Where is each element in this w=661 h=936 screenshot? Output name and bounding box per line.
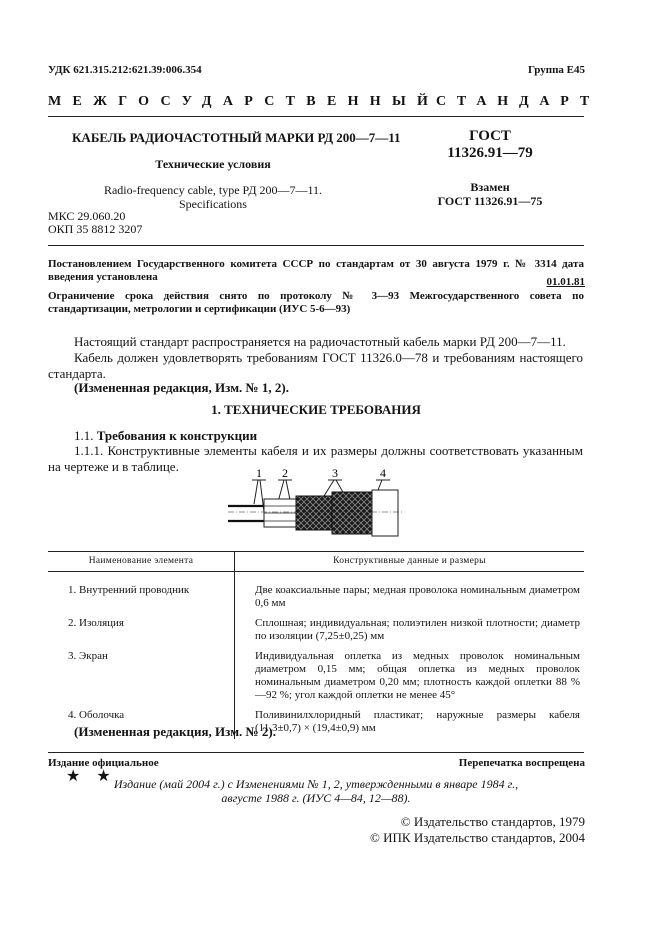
banner-left: МЕЖГОСУДАРСТВЕННЫЙ [48,94,440,109]
amendment-note-2: (Измененная редакция, Изм. № 2). [74,724,276,739]
subsection-number: 1.1. [74,428,94,443]
copyright-2004: © ИПК Издательство стандартов, 2004 [370,830,585,845]
stars-mark: ★ ★ [66,768,117,785]
limitation-text: Ограничение срока действия снято по протоколу № 3—93 Межгосударственного совета по стандартизации, метрологии и сертификации (ИУС 5-6—93) [48,290,584,315]
section-title: 1. ТЕХНИЧЕСКИЕ ТРЕБОВАНИЯ [211,402,421,417]
decree-text: Постановлением Государственного комитета СССР по стандартам от 30 августа 1979 г. № 3314 дата введения установлена [48,258,584,283]
construction-table [48,551,584,739]
banner-right: СТАНДАРТ [436,94,600,109]
table-header-element: Наименование элемента [48,552,235,572]
drawing-label-3: 3 [332,466,338,480]
table-cell-name: 4. Оболочка [48,702,235,739]
edition-line-1: Издание (май 2004 г.) с Изменениями № 1, 2, утвержденными в январе 1984 г., [113,777,519,791]
table-row [48,643,584,702]
table-cell-name: 2. Изоляция [48,610,235,643]
title-rule [48,245,584,246]
edition-line-2: августе 1988 г. (ИУС 4—84, 12—88). [221,791,411,805]
banner [48,94,600,110]
cable-drawing [220,466,410,538]
paragraph-scope: Настоящий стандарт распространяется на радиочастотный кабель марки РД 200—7—11. [74,334,566,349]
table-cell-name: 1. Внутренний проводник [48,572,235,611]
replaces-value: ГОСТ 11326.91—75 [437,194,543,208]
copyright-1979: © Издательство стандартов, 1979 [400,814,585,829]
gost-number: 11326.91—79 [447,145,533,161]
drawing-label-2: 2 [282,466,288,480]
effective-date: 01.01.81 [546,276,585,288]
udk-code: УДК 621.315.212:621.39:006.354 [48,64,202,76]
table-cell-data: Сплошная; индивидуальная; полиэтилен низкой плотности; диаметр по изоляции (7,25±0,25) мм [255,617,580,642]
group-code: Группа Е45 [527,64,585,76]
banner-rule [48,116,584,117]
reprint-prohibited: Перепечатка воспрещена [458,757,585,769]
table-row [48,610,584,643]
table-header-data: Конструктивные данные и размеры [235,552,585,572]
official-edition: Издание официальное [48,757,159,769]
drawing-label-1: 1 [256,466,262,480]
doc-title: КАБЕЛЬ РАДИОЧАСТОТНЫЙ МАРКИ РД 200—7—11 [72,130,401,145]
table-cell-data: Индивидуальная оплетка из медных проволок номинальным диаметром 0,15 мм; общая оплетка из медных проволок номинальным диаметром 0,20 мм; плотность каждой оплетки 88 %—92 %; угол каждой оплетки не менее 45° [255,650,580,701]
table-cell-name: 3. Экран [48,643,235,702]
paragraph-requirements: Кабель должен удовлетворять требованиям ГОСТ 11326.0—78 и требованиям настоящего стандарта. [48,350,583,381]
drawing-label-4: 4 [380,466,386,480]
table-header-row [48,552,584,572]
footer-rule [48,752,584,753]
paragraph-construction: 1.1.1. Конструктивные элементы кабеля и их размеры должны соответствовать указанным на чертеже и в таблице. [48,443,583,474]
replaces-label: Взамен [470,180,510,194]
amendment-note-1: (Измененная редакция, Изм. № 1, 2). [74,380,289,395]
table-row [48,572,584,611]
gost-label: ГОСТ [469,128,511,144]
table-cell-data: Поливинилхлоридный пластикат; наружные размеры кабеля (11,3±0,7) × (19,4±0,9) мм [255,709,580,734]
subsection-title: Требования к конструкции [96,428,258,443]
doc-subtitle: Технические условия [155,157,271,171]
english-title-1: Radio-frequency cable, type РД 200—7—11. [103,183,323,197]
table-cell-data: Две коаксиальные пары; медная проволока номинальным диаметром 0,6 мм [255,584,580,609]
english-title-2: Specifications [179,197,247,211]
okp-code: ОКП 35 8812 3207 [48,222,143,236]
subsection-heading [48,428,583,444]
mks-code: МКС 29.060.20 [48,209,126,223]
